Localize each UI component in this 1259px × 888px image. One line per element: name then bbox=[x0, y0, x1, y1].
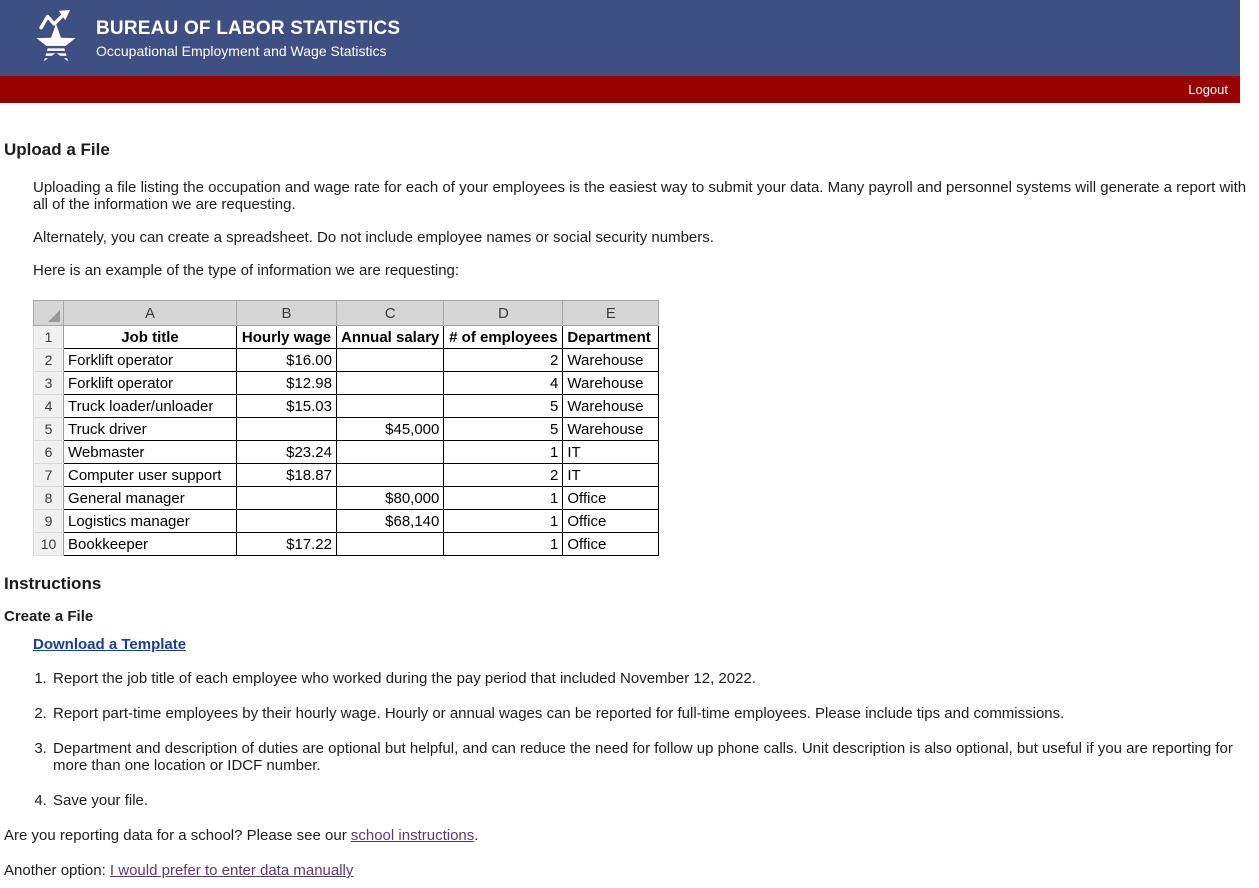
agency-title: BUREAU OF LABOR STATISTICS bbox=[96, 17, 401, 39]
cell-num-employees: 4 bbox=[444, 372, 563, 395]
spreadsheet-alternative-paragraph: Alternately, you can create a spreadsheet. Do not include employee names or social security numbers. bbox=[33, 229, 714, 246]
logout-link[interactable]: Logout bbox=[1188, 82, 1228, 97]
cell-num-employees: 1 bbox=[444, 533, 563, 556]
cell-hourly-wage: $18.87 bbox=[237, 464, 337, 487]
table-row bbox=[34, 464, 659, 487]
school-question-suffix: . bbox=[474, 827, 479, 844]
cell-hourly-wage: $12.98 bbox=[237, 372, 337, 395]
row-number: 4 bbox=[34, 395, 64, 418]
cell-job-title: Computer user support bbox=[64, 464, 237, 487]
cell-department: Office bbox=[563, 510, 659, 533]
field-header-job-title: Job title bbox=[64, 326, 237, 349]
school-question-prefix: Are you reporting data for a school? Please see our bbox=[4, 827, 351, 844]
field-header-num-employees: # of employees bbox=[444, 326, 563, 349]
page-content bbox=[0, 140, 1259, 879]
cell-job-title: General manager bbox=[64, 487, 237, 510]
column-letter: B bbox=[237, 301, 337, 326]
cell-job-title: Truck loader/unloader bbox=[64, 395, 237, 418]
instruction-step: 2. Report part-time employees by their hourly wage. Hourly or annual wages can be reported for full-time employees. Please include tips and commissions. bbox=[51, 705, 1251, 722]
column-letter: C bbox=[337, 301, 444, 326]
cell-department: Warehouse bbox=[563, 395, 659, 418]
cell-annual-salary: $45,000 bbox=[337, 418, 444, 441]
instruction-step: 4. Save your file. bbox=[51, 792, 1251, 809]
row-number: 2 bbox=[34, 349, 64, 372]
cell-num-employees: 1 bbox=[444, 441, 563, 464]
cell-department: IT bbox=[563, 464, 659, 487]
cell-annual-salary bbox=[337, 533, 444, 556]
row-number: 10 bbox=[34, 533, 64, 556]
row-number: 6 bbox=[34, 441, 64, 464]
cell-annual-salary bbox=[337, 372, 444, 395]
cell-num-employees: 5 bbox=[444, 395, 563, 418]
table-row bbox=[34, 372, 659, 395]
instruction-step: 1. Report the job title of each employee who worked during the pay period that included November 12, 2022. bbox=[51, 670, 1251, 687]
cell-num-employees: 2 bbox=[444, 464, 563, 487]
row-number: 8 bbox=[34, 487, 64, 510]
another-option-line bbox=[4, 862, 1251, 879]
upload-heading: Upload a File bbox=[4, 140, 110, 159]
row-number: 5 bbox=[34, 418, 64, 441]
field-header-department: Department bbox=[563, 326, 659, 349]
table-row bbox=[34, 510, 659, 533]
cell-hourly-wage bbox=[237, 418, 337, 441]
example-spreadsheet bbox=[33, 300, 659, 556]
table-row bbox=[34, 349, 659, 372]
cell-hourly-wage bbox=[237, 510, 337, 533]
cell-job-title: Webmaster bbox=[64, 441, 237, 464]
cell-job-title: Bookkeeper bbox=[64, 533, 237, 556]
spreadsheet-field-header-row bbox=[34, 326, 659, 349]
field-header-hourly-wage: Hourly wage bbox=[237, 326, 337, 349]
cell-hourly-wage: $16.00 bbox=[237, 349, 337, 372]
column-letter: E bbox=[563, 301, 659, 326]
cell-department: IT bbox=[563, 441, 659, 464]
cell-job-title: Forklift operator bbox=[64, 349, 237, 372]
cell-hourly-wage bbox=[237, 487, 337, 510]
cell-num-employees: 5 bbox=[444, 418, 563, 441]
table-row bbox=[34, 487, 659, 510]
cell-department: Office bbox=[563, 533, 659, 556]
row-number: 9 bbox=[34, 510, 64, 533]
cell-num-employees: 1 bbox=[444, 487, 563, 510]
cell-annual-salary: $68,140 bbox=[337, 510, 444, 533]
cell-hourly-wage: $15.03 bbox=[237, 395, 337, 418]
upload-intro-paragraph: Uploading a file listing the occupation and wage rate for each of your employees is the easiest way to submit your data. Many payroll and personnel systems will generate a report with all of the information we are requesting. bbox=[33, 179, 1247, 213]
bls-star-chart-logo-icon bbox=[28, 8, 84, 68]
school-instructions-link[interactable]: school instructions bbox=[350, 827, 475, 844]
cell-annual-salary bbox=[337, 349, 444, 372]
row-number: 1 bbox=[34, 326, 64, 349]
cell-annual-salary bbox=[337, 395, 444, 418]
cell-job-title: Logistics manager bbox=[64, 510, 237, 533]
cell-department: Warehouse bbox=[563, 418, 659, 441]
table-row bbox=[34, 441, 659, 464]
select-all-corner bbox=[34, 301, 64, 326]
cell-job-title: Forklift operator bbox=[64, 372, 237, 395]
cell-department: Warehouse bbox=[563, 349, 659, 372]
instruction-step: 3. Department and description of duties are optional but helpful, and can reduce the need for follow up phone calls. Unit description is also optional, but useful if you are reporting for more than one location or IDCF number. bbox=[51, 740, 1251, 774]
top-nav-bar bbox=[0, 76, 1240, 103]
cell-annual-salary bbox=[337, 464, 444, 487]
instruction-steps-list bbox=[4, 670, 1251, 809]
example-lead-paragraph: Here is an example of the type of information we are requesting: bbox=[33, 262, 460, 279]
cell-job-title: Truck driver bbox=[64, 418, 237, 441]
create-file-subheading: Create a File bbox=[4, 608, 94, 625]
table-row bbox=[34, 395, 659, 418]
cell-hourly-wage: $23.24 bbox=[237, 441, 337, 464]
cell-num-employees: 1 bbox=[444, 510, 563, 533]
column-letter: A bbox=[64, 301, 237, 326]
instructions-heading: Instructions bbox=[4, 574, 102, 593]
school-question-line bbox=[4, 827, 1251, 844]
cell-annual-salary: $80,000 bbox=[337, 487, 444, 510]
column-letter: D bbox=[444, 301, 563, 326]
cell-department: Warehouse bbox=[563, 372, 659, 395]
manual-entry-link[interactable]: I would prefer to enter data manually bbox=[109, 862, 354, 879]
table-row bbox=[34, 418, 659, 441]
row-number: 3 bbox=[34, 372, 64, 395]
field-header-annual-salary: Annual salary bbox=[337, 326, 444, 349]
masthead bbox=[0, 0, 1240, 76]
select-all-triangle-icon bbox=[47, 309, 61, 323]
another-option-prefix: Another option: bbox=[4, 862, 110, 879]
program-subtitle: Occupational Employment and Wage Statistics bbox=[96, 42, 387, 59]
cell-department: Office bbox=[563, 487, 659, 510]
cell-num-employees: 2 bbox=[444, 349, 563, 372]
download-template-link[interactable]: Download a Template bbox=[33, 636, 187, 653]
cell-hourly-wage: $17.22 bbox=[237, 533, 337, 556]
cell-annual-salary bbox=[337, 441, 444, 464]
row-number: 7 bbox=[34, 464, 64, 487]
spreadsheet-column-header-row bbox=[34, 301, 659, 326]
table-row bbox=[34, 533, 659, 556]
